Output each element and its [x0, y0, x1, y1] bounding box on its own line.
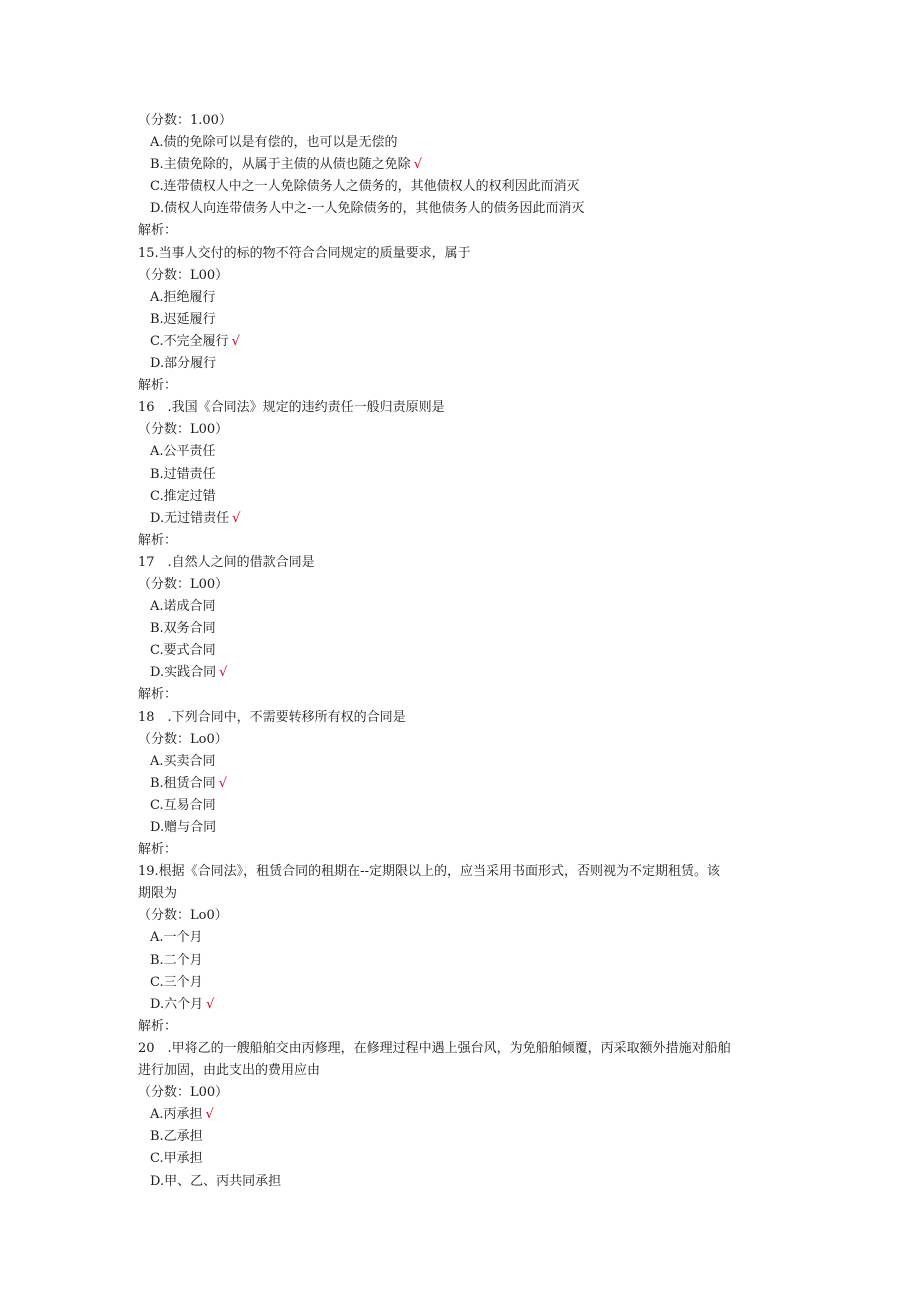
q19-option-d: D.六个月 √: [150, 996, 215, 1012]
q17-option-d: D.实践合同 √: [150, 665, 228, 681]
q19-option-b: B.二个月: [150, 952, 203, 968]
q14-option-d: D.债权人向连带债务人中之-一人免除债务的，其他债务人的债务因此而消灭: [150, 201, 585, 217]
q15-question: 15.当事人交付的标的物不符合合同规定的质量要求，属于: [138, 245, 471, 261]
q20-question-line-2: 进行加固，由此支出的费用应由: [138, 1063, 321, 1079]
q16-analysis: 解析：: [138, 532, 178, 548]
check-mark-icon: √: [231, 333, 240, 349]
q20-option-a: A.丙承担 √: [150, 1107, 214, 1123]
check-mark-icon: √: [232, 510, 241, 526]
check-mark-icon: √: [219, 665, 228, 681]
q20-option-b: B.乙承担: [150, 1129, 203, 1145]
q18-option-c: C.互易合同: [150, 797, 216, 813]
q16-option-b: B.过错责任: [150, 466, 216, 482]
q20-option-d: D.甲、乙、丙共同承担: [150, 1173, 282, 1189]
check-mark-icon: √: [205, 1107, 214, 1123]
q15-score: （分数：L00）: [138, 267, 229, 283]
q17-option-a: A.诺成合同: [150, 599, 216, 615]
q17-option-c: C.要式合同: [150, 643, 216, 659]
q18-score: （分数：Lo0）: [138, 731, 228, 747]
q15-option-a: A.拒绝履行: [150, 289, 216, 305]
q19-question-line-1: 19.根据《合同法》，租赁合同的租期在--定期限以上的，应当采用书面形式，否则视为不定期租赁。该: [138, 864, 720, 880]
document-page: [138, 110, 788, 1193]
q15-analysis: 解析：: [138, 378, 178, 394]
q17-option-b: B.双务合同: [150, 621, 216, 637]
q14-analysis: 解析：: [138, 223, 178, 239]
check-mark-icon: √: [413, 157, 422, 173]
q14-score: （分数：1.00）: [138, 113, 232, 128]
q19-option-a: A.一个月: [150, 930, 203, 946]
q20-option-c: C.甲承担: [150, 1151, 203, 1167]
q15-option-c: C.不完全履行 √: [150, 333, 240, 349]
check-mark-icon: √: [206, 996, 215, 1012]
q16-score: （分数：L00）: [138, 422, 229, 438]
q20-question-line-1: 20 .甲将乙的一艘船舶交由丙修理，在修理过程中遇上强台风，为免船舶倾覆，丙采取额外措施对船舶: [138, 1040, 731, 1056]
q19-option-c: C.三个月: [150, 974, 203, 990]
q18-option-a: A.买卖合同: [150, 753, 216, 769]
q18-question: 18 .下列合同中，不需要转移所有权的合同是: [138, 709, 406, 725]
q18-option-b: B.租赁合同 √: [150, 775, 227, 791]
q16-option-c: C.推定过错: [150, 488, 216, 504]
q18-option-d: D.赠与合同: [150, 820, 217, 835]
q15-option-b: B.迟延履行: [150, 311, 216, 327]
q16-question: 16 .我国《合同法》规定的违约责任一般归责原则是: [138, 400, 445, 416]
q14-option-c: C.连带债权人中之一人免除债务人之债务的，其他债权人的权利因此而消灭: [150, 179, 580, 195]
q19-score: （分数：Lo0）: [138, 908, 228, 924]
q14-option-b: B.主债免除的，从属于主债的从债也随之免除 √: [150, 157, 422, 173]
q16-option-d: D.无过错责任 √: [150, 510, 241, 526]
q17-score: （分数：L00）: [138, 576, 229, 592]
q18-analysis: 解析：: [138, 842, 178, 858]
q20-score: （分数：L00）: [138, 1085, 229, 1101]
q19-analysis: 解析：: [138, 1018, 178, 1034]
q16-option-a: A.公平责任: [150, 444, 216, 460]
q15-option-d: D.部分履行: [150, 356, 217, 372]
q14-option-a: A.债的免除可以是有偿的，也可以是无偿的: [150, 135, 398, 151]
q19-question-line-2: 期限为: [138, 886, 178, 902]
q17-question: 17 .自然人之间的借款合同是: [138, 554, 315, 570]
q17-analysis: 解析：: [138, 687, 178, 703]
check-mark-icon: √: [218, 775, 227, 791]
